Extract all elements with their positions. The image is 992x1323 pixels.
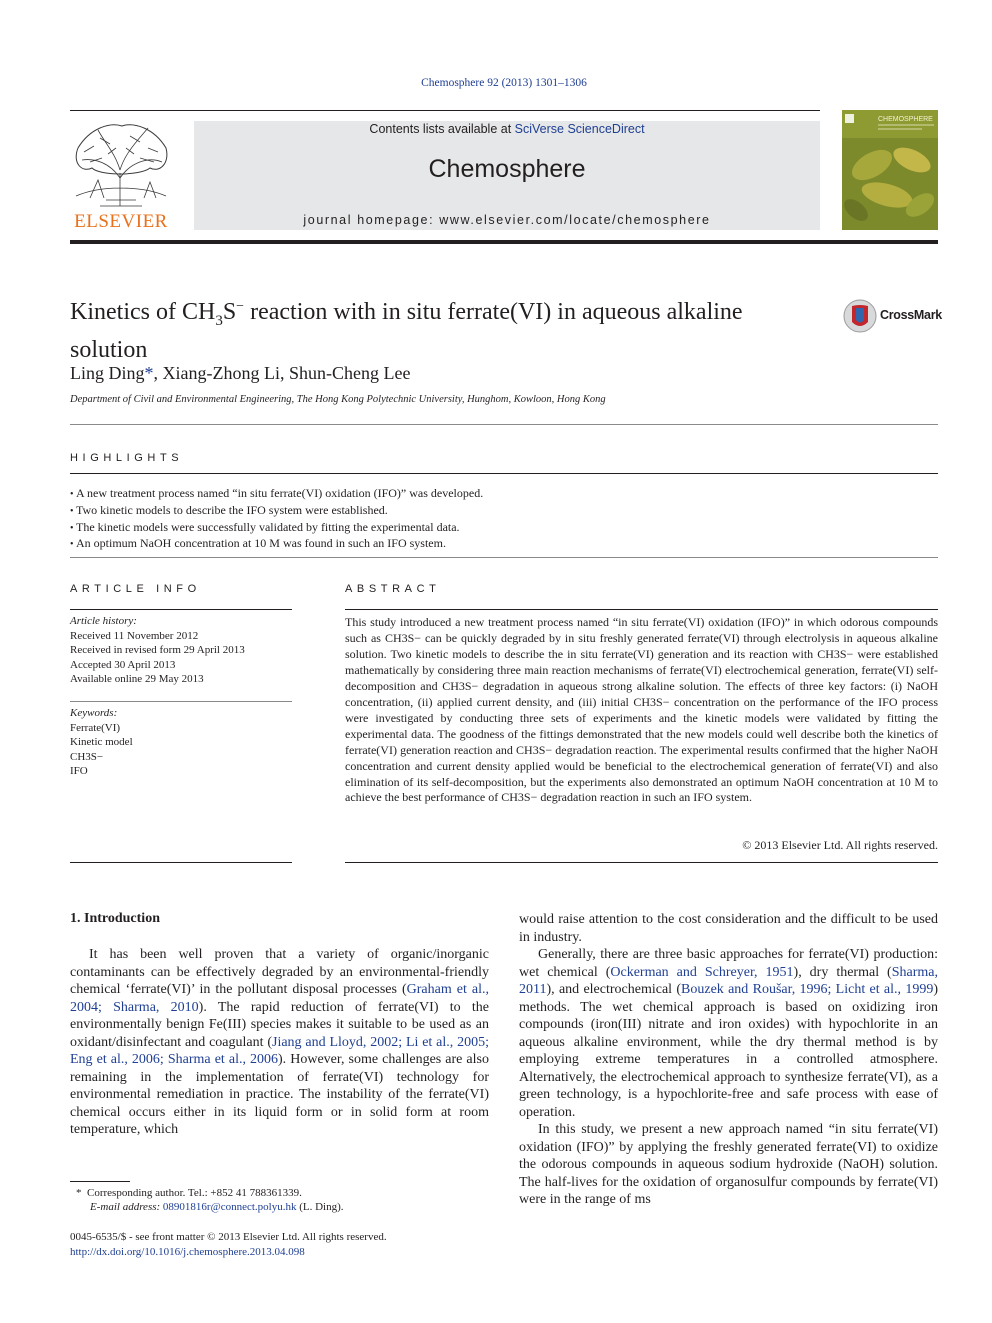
highlight-item: • Two kinetic models to describe the IFO system were established. <box>70 503 483 520</box>
abstract-bottom-rule <box>345 862 938 863</box>
keywords-label: Keywords: <box>70 707 118 719</box>
elsevier-wordmark: ELSEVIER <box>74 211 168 232</box>
history-revised: Received in revised form 29 April 2013 <box>70 644 245 656</box>
title-subscript: 3 <box>215 312 223 329</box>
other-authors: , Xiang-Zhong Li, Shun-Cheng Lee <box>153 363 411 383</box>
keyword-item: Kinetic model <box>70 736 133 748</box>
author-affiliation: Department of Civil and Environmental Engineering, The Hong Kong Polytechnic University, Hunghom, Kowloon, Hong Kong <box>70 394 606 405</box>
article-identifiers <box>70 1230 387 1259</box>
divider-above-highlights <box>70 424 938 425</box>
title-superscript: − <box>236 299 245 314</box>
email-suffix: (L. Ding). <box>296 1201 344 1213</box>
footnote-rule <box>70 1181 130 1182</box>
intro-text: Generally, there are three basic approaches for ferrate(VI) production: wet chemical ( <box>519 947 938 980</box>
highlights-heading: HIGHLIGHTS <box>70 452 184 464</box>
intro-text: ), and electrochemical ( <box>546 982 682 997</box>
divider-below-highlights <box>70 557 938 558</box>
contents-available-line <box>194 122 820 136</box>
section-heading-introduction: 1. Introduction <box>70 911 160 926</box>
reference-link[interactable]: Sharma, 2011 <box>519 964 938 997</box>
intro-text: It has been well proven that a variety of organic/inorganic contaminants can be effectively degraded by an environmental-friendly chemical ‘ferrate(VI)’ in the pollutant disposal processes ( <box>70 947 489 997</box>
intro-paragraph-1 <box>70 946 489 1139</box>
journal-cover-thumbnail[interactable] <box>842 110 938 230</box>
article-info-bottom-rule <box>70 862 292 863</box>
author-ling-ding[interactable]: Ling Ding <box>70 363 145 383</box>
highlights-rule <box>70 473 938 474</box>
abstract-heading: ABSTRACT <box>345 583 441 595</box>
header-thick-rule <box>70 240 938 244</box>
article-title <box>70 292 830 365</box>
body-right-column <box>519 911 938 1209</box>
intro-text: ). The rapid reduction of ferrate(VI) to the environmentally benign Fe(III) species makes it suitable to be used as an oxidant/disinfectant and coagulant ( <box>70 999 489 1050</box>
title-line-2: solution <box>70 336 148 363</box>
article-history <box>70 614 292 687</box>
intro-paragraph-continued: would raise attention to the cost consideration and the difficult to be used in industry. <box>519 912 938 945</box>
title-post: reaction with in situ ferrate(VI) in aqueous alkaline <box>244 299 743 325</box>
keywords-divider <box>70 701 292 702</box>
article-info-heading: ARTICLE INFO <box>70 583 201 595</box>
abstract-copyright: © 2013 Elsevier Ltd. All rights reserved. <box>742 838 938 852</box>
intro-text: ). However, some challenges are also remaining in the implementation of ferrate(VI) technology for environmental remediation in practice. The instability of the ferrate(VI) chemical occurs either in its liquid form or in solid form at room temperature, which <box>70 1052 489 1137</box>
crossmark-label[interactable]: CrossMark <box>880 308 942 322</box>
email-footnote <box>90 1200 344 1215</box>
sciencedirect-link[interactable]: SciVerse ScienceDirect <box>514 122 645 136</box>
corresponding-author-footnote <box>76 1186 302 1201</box>
header-top-rule <box>70 110 820 111</box>
author-list <box>70 363 410 384</box>
cover-title: CHEMOSPHERE <box>878 116 933 123</box>
intro-paragraph-2 <box>519 946 938 1121</box>
history-received: Received 11 November 2012 <box>70 629 199 642</box>
journal-homepage: journal homepage: www.elsevier.com/locate/chemosphere <box>303 213 711 227</box>
issn-line: 0045-6535/$ - see front matter © 2013 Elsevier Ltd. All rights reserved. <box>70 1231 387 1243</box>
highlight-item: • An optimum NaOH concentration at 10 M was found in such an IFO system. <box>70 536 483 553</box>
keywords-block <box>70 706 292 779</box>
journal-citation-link[interactable]: Chemosphere 92 (2013) 1301–1306 <box>421 77 587 89</box>
title-mid: S <box>222 299 237 325</box>
corresponding-author-mark[interactable]: * <box>144 363 154 383</box>
article-history-label: Article history: <box>70 615 137 627</box>
article-info-rule <box>70 609 292 610</box>
history-online: Available online 29 May 2013 <box>70 673 204 685</box>
intro-text: ) methods. The wet chemical approach is based on oxidizing iron compounds (iron(III) nitrate and iron oxides) with hypochlorite in an aqueous alkaline environment, while the dry thermal method is by employing extreme temperatures in a controlled atmosphere. Alternatively, the electrochemical approach to synthesize ferrate(VI), as a green technology, is a hypochlorite-free and safe process with ease of operation. <box>519 982 938 1120</box>
email-label: E-mail address: <box>90 1201 163 1213</box>
author-email-link[interactable]: 08901816r@connect.polyu.hk <box>162 1201 297 1213</box>
reference-link[interactable]: Graham et al., 2004; Sharma, 2010 <box>70 982 490 1015</box>
highlight-item: • The kinetic models were successfully validated by fitting the experimental data. <box>70 520 483 537</box>
highlights-list <box>70 486 483 553</box>
history-accepted: Accepted 30 April 2013 <box>70 658 176 671</box>
reference-link[interactable]: Jiang and Lloyd, 2002; Li et al., 2005; Eng et al., 2006; Sharma et al., 2006 <box>70 1034 489 1067</box>
title-pre: Kinetics of CH <box>70 299 216 325</box>
footnote-mark: * <box>76 1187 82 1199</box>
abstract-text: This study introduced a new treatment process named “in situ ferrate(VI) oxidation (IFO)” in which odorous compounds such as CH3S− can be quickly degraded by in situ freshly generated ferrate(VI) through electrolysis in aqueous alkaline solution. Two kinetic models to describe the in situ ferrate(VI) generation and its reaction with CH3S− were established mathematically by considering three main reaction mechanisms of ferrate(VI) electrochemical generation, ferrate(VI) self-decomposition and CH3S− degradation in aqueous strong alkaline solution. The effects of three key factors: (i) NaOH concentration, (ii) applied current density, and (iii) initial CH3S− concentration on the performance of the IFO process were investigated by conducting three sets of experiments and the kinetic models were validated by fitting the experimental data. The goodness of the fittings demonstrated that the new models could well describe both the kinetics of ferrate(VI) generation reaction and CH3S− degradation reaction. The experimental results confirmed that the higher NaOH concentration and current density applied would be beneficial to the electrochemical generation of ferrate(VI) and also elimination of its self-decomposition, but the experiments also demonstrated an optimum NaOH concentration at 10 M to achieve the best performance of CH3S− degradation reaction in such an IFO system. <box>345 615 938 805</box>
body-left-column <box>70 946 489 1139</box>
intro-paragraph-3: In this study, we present a new approach named “in situ ferrate(VI) oxidation (IFO)” by applying the freshly generated ferrate(VI) to oxidize the odorous compounds in aqueous sodium hydroxide (NaOH) solution. The half-lives for the oxidation of organosulfur compounds by ferrate(VI) were in the range of ms <box>519 1122 938 1207</box>
reference-link[interactable]: Ockerman and Schreyer, 1951 <box>610 964 794 980</box>
intro-text: ), dry thermal ( <box>793 964 892 980</box>
keyword-item: IFO <box>70 765 88 777</box>
footnote-corresponding: Corresponding author. Tel.: +852 41 788361339. <box>87 1187 302 1199</box>
keyword-item: Ferrate(VI) <box>70 721 121 734</box>
reference-link[interactable]: Bouzek and Roušar, 1996; Licht et al., 1999 <box>681 982 934 997</box>
journal-name: Chemosphere <box>428 155 586 183</box>
keyword-item: CH3S− <box>70 750 104 763</box>
contents-prefix-text: Contents lists available at <box>369 122 515 136</box>
highlight-item: • A new treatment process named “in situ ferrate(VI) oxidation (IFO)” was developed. <box>70 486 483 503</box>
abstract-rule <box>345 609 938 610</box>
doi-link[interactable]: http://dx.doi.org/10.1016/j.chemosphere.2013.04.098 <box>70 1245 305 1258</box>
